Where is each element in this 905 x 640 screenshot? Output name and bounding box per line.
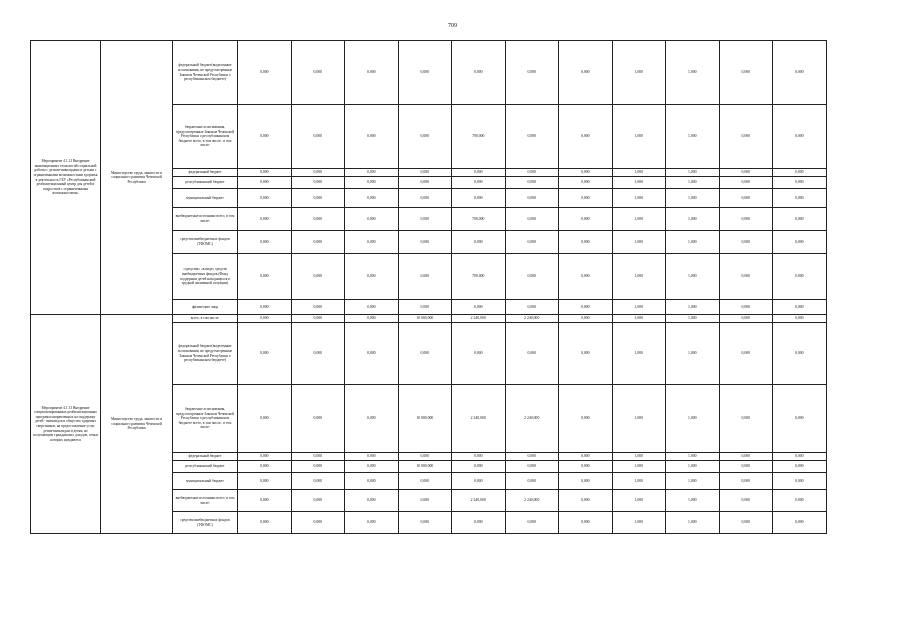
value-cell: 0,000 [238, 461, 292, 473]
value-cell: 2 240,000 [452, 490, 506, 512]
value-cell: 0,000 [719, 41, 773, 105]
value-cell: 1,000 [612, 315, 666, 323]
value-cell: 1,000 [666, 189, 720, 208]
value-cell: 0,000 [345, 461, 399, 473]
value-cell: 0,000 [773, 254, 827, 300]
value-cell: 0,000 [773, 189, 827, 208]
value-cell: 0,000 [291, 473, 345, 490]
value-cell: 10 000,000 [398, 385, 452, 453]
value-cell: 700,000 [452, 254, 506, 300]
value-cell: 0,000 [773, 105, 827, 169]
value-cell: 0,000 [505, 105, 559, 169]
value-cell: 1,000 [612, 461, 666, 473]
value-cell: 0,000 [345, 177, 399, 189]
value-cell: 1,000 [612, 105, 666, 169]
value-cell: 0,000 [773, 453, 827, 461]
value-cell: 1,000 [666, 385, 720, 453]
value-cell: 0,000 [291, 385, 345, 453]
value-cell: 10 000,000 [398, 461, 452, 473]
value-cell: 0,000 [505, 41, 559, 105]
value-cell: 2 240,000 [452, 315, 506, 323]
value-cell: 0,000 [505, 512, 559, 534]
value-cell: 1,000 [666, 105, 720, 169]
value-cell: 0,000 [452, 323, 506, 385]
value-cell: 1,000 [612, 189, 666, 208]
funding-source-cell: внебюджетные источники всего, в том числе: [173, 490, 238, 512]
value-cell: 0,000 [719, 177, 773, 189]
value-cell: 0,000 [291, 315, 345, 323]
value-cell: 0,000 [719, 254, 773, 300]
value-cell: 0,000 [452, 231, 506, 254]
value-cell: 0,000 [398, 512, 452, 534]
funding-source-cell: федеральный бюджет [173, 453, 238, 461]
value-cell: 1,000 [612, 177, 666, 189]
value-cell: 0,000 [559, 461, 613, 473]
funding-source-cell: муниципальный бюджет [173, 473, 238, 490]
value-cell: 0,000 [559, 300, 613, 315]
value-cell: 0,000 [291, 231, 345, 254]
value-cell: 0,000 [719, 300, 773, 315]
value-cell: 0,000 [719, 473, 773, 490]
value-cell: 0,000 [719, 453, 773, 461]
value-cell: 1,000 [612, 473, 666, 490]
value-cell: 2 240,000 [505, 315, 559, 323]
value-cell: 0,000 [773, 169, 827, 177]
value-cell: 0,000 [559, 323, 613, 385]
value-cell: 0,000 [773, 461, 827, 473]
funding-source-cell: физические лица [173, 300, 238, 315]
value-cell: 0,000 [559, 473, 613, 490]
value-cell: 2 240,000 [505, 490, 559, 512]
value-cell: 0,000 [398, 177, 452, 189]
value-cell: 1,000 [612, 41, 666, 105]
value-cell: 1,000 [666, 473, 720, 490]
value-cell: 0,000 [345, 169, 399, 177]
value-cell: 1,000 [666, 41, 720, 105]
value-cell: 0,000 [238, 177, 292, 189]
value-cell: 0,000 [345, 323, 399, 385]
value-cell: 0,000 [452, 453, 506, 461]
value-cell: 0,000 [559, 169, 613, 177]
value-cell: 1,000 [612, 300, 666, 315]
value-cell: 0,000 [505, 300, 559, 315]
value-cell: 1,000 [666, 315, 720, 323]
value-cell: 0,000 [345, 300, 399, 315]
value-cell: 1,000 [612, 208, 666, 231]
value-cell: 0,000 [719, 189, 773, 208]
funding-source-cell: всего, в том числе: [173, 315, 238, 323]
value-cell: 0,000 [505, 473, 559, 490]
value-cell: 0,000 [773, 473, 827, 490]
value-cell: 0,000 [452, 300, 506, 315]
value-cell: 0,000 [291, 41, 345, 105]
value-cell: 0,000 [238, 512, 292, 534]
value-cell: 0,000 [719, 461, 773, 473]
value-cell: 0,000 [452, 169, 506, 177]
value-cell: 0,000 [719, 385, 773, 453]
value-cell: 0,000 [291, 490, 345, 512]
funding-source-cell: федеральный бюджет(выделенные ассигнования, не предусмотренные Законом Чеченской Республики о республиканском бюджете) [173, 41, 238, 105]
value-cell: 2 240,000 [505, 385, 559, 453]
value-cell: 0,000 [398, 453, 452, 461]
value-cell: 0,000 [238, 254, 292, 300]
value-cell: 0,000 [559, 490, 613, 512]
funding-source-cell: республиканский бюджет [173, 461, 238, 473]
value-cell: 0,000 [291, 300, 345, 315]
value-cell: 0,000 [345, 315, 399, 323]
value-cell: 0,000 [238, 41, 292, 105]
value-cell: 0,000 [291, 177, 345, 189]
table-row [31, 41, 827, 105]
value-cell: 0,000 [773, 208, 827, 231]
value-cell: 0,000 [238, 453, 292, 461]
value-cell: 1,000 [612, 169, 666, 177]
activity-cell: Мероприятие 4.1.13 Внедрение специализированных реабилитационных программ направленных на поддержку детей - инвалидов в общество здоровых сверстников, на предоставление услуг детям-инвалидам и детям, не получающим гражданских доходов, семьи которых нуждаются [31, 315, 101, 534]
value-cell: 1,000 [666, 490, 720, 512]
value-cell: 0,000 [291, 323, 345, 385]
value-cell: 0,000 [452, 512, 506, 534]
value-cell: 1,000 [666, 177, 720, 189]
value-cell: 0,000 [773, 231, 827, 254]
value-cell: 0,000 [238, 208, 292, 231]
value-cell: 0,000 [291, 461, 345, 473]
value-cell: 1,000 [666, 208, 720, 231]
value-cell: 0,000 [345, 189, 399, 208]
value-cell: 0,000 [238, 385, 292, 453]
value-cell: 0,000 [291, 189, 345, 208]
value-cell: 0,000 [345, 512, 399, 534]
value-cell: 0,000 [345, 254, 399, 300]
value-cell: 0,000 [291, 254, 345, 300]
value-cell: 0,000 [719, 315, 773, 323]
value-cell: 0,000 [773, 315, 827, 323]
value-cell: 0,000 [398, 189, 452, 208]
value-cell: 0,000 [773, 300, 827, 315]
value-cell: 0,000 [238, 323, 292, 385]
value-cell: 0,000 [238, 315, 292, 323]
value-cell: 1,000 [666, 512, 720, 534]
value-cell: 0,000 [773, 512, 827, 534]
value-cell: 0,000 [773, 41, 827, 105]
value-cell: 1,000 [666, 231, 720, 254]
value-cell: 1,000 [666, 453, 720, 461]
value-cell: 0,000 [505, 208, 559, 231]
value-cell: 0,000 [291, 105, 345, 169]
value-cell: 0,000 [559, 512, 613, 534]
value-cell: 0,000 [505, 323, 559, 385]
value-cell: 0,000 [398, 473, 452, 490]
activity-cell: Мероприятие 4.1.12 Внедрение инновационных технологий социальной работы с детьми-инвалидами и детьми с ограниченными возможностями здоровья в деятельность ГБУ «Республиканский реабилитационный центр для детей и подростков с ограниченными возможностями» [31, 41, 101, 315]
value-cell: 0,000 [719, 105, 773, 169]
executor-cell: Министерство труда, занятости и социального развития Чеченской Республики [101, 41, 173, 315]
value-cell: 0,000 [291, 512, 345, 534]
value-cell: 2 240,000 [452, 385, 506, 453]
value-cell: 0,000 [238, 189, 292, 208]
value-cell: 0,000 [398, 300, 452, 315]
value-cell: 0,000 [719, 231, 773, 254]
value-cell: 0,000 [773, 385, 827, 453]
value-cell: 0,000 [719, 323, 773, 385]
value-cell: 0,000 [505, 177, 559, 189]
value-cell: 0,000 [398, 490, 452, 512]
value-cell: 0,000 [398, 41, 452, 105]
value-cell: 1,000 [666, 461, 720, 473]
value-cell: 1,000 [612, 254, 666, 300]
value-cell: 0,000 [238, 490, 292, 512]
value-cell: 0,000 [238, 300, 292, 315]
value-cell: 0,000 [559, 189, 613, 208]
value-cell: 0,000 [559, 208, 613, 231]
value-cell: 700,000 [452, 105, 506, 169]
funding-source-cell: средства внебюджетных фондов (ТФОМС) [173, 512, 238, 534]
value-cell: 0,000 [505, 453, 559, 461]
value-cell: 0,000 [291, 169, 345, 177]
value-cell: 1,000 [612, 453, 666, 461]
funding-source-cell: бюджетные ассигнования, предусмотренные Законом Чеченской Республики о республиканском бюджете всего, в том числе:, в том числе: [173, 105, 238, 169]
executor-cell: Министерство труда, занятости и социального развития Чеченской Республики [101, 315, 173, 534]
funding-source-cell: муниципальный бюджет [173, 189, 238, 208]
table-row [31, 315, 827, 323]
funding-source-cell: бюджетные ассигнования, предусмотренные Законом Чеченской Республики о республиканском бюджете всего, в том числе:, в том числе: [173, 385, 238, 453]
value-cell: 0,000 [238, 231, 292, 254]
value-cell: 0,000 [398, 208, 452, 231]
value-cell: 0,000 [505, 189, 559, 208]
budget-table [30, 40, 827, 534]
value-cell: 0,000 [345, 385, 399, 453]
value-cell: 0,000 [238, 105, 292, 169]
value-cell: 0,000 [559, 41, 613, 105]
value-cell: 1,000 [612, 490, 666, 512]
value-cell: 0,000 [452, 177, 506, 189]
value-cell: 0,000 [398, 105, 452, 169]
value-cell: 0,000 [559, 315, 613, 323]
value-cell: 0,000 [452, 473, 506, 490]
value-cell: 0,000 [345, 208, 399, 231]
value-cell: 1,000 [666, 169, 720, 177]
value-cell: 1,000 [666, 254, 720, 300]
funding-source-cell: республиканский бюджет [173, 177, 238, 189]
value-cell: 0,000 [719, 512, 773, 534]
value-cell: 0,000 [719, 169, 773, 177]
funding-source-cell: средства внебюджетных фондов (ТФОМС) [173, 231, 238, 254]
value-cell: 0,000 [559, 231, 613, 254]
value-cell: 0,000 [452, 461, 506, 473]
value-cell: 0,000 [719, 490, 773, 512]
value-cell: 0,000 [398, 169, 452, 177]
value-cell: 0,000 [773, 490, 827, 512]
value-cell: 0,000 [505, 461, 559, 473]
value-cell: 0,000 [345, 41, 399, 105]
value-cell: 0,000 [238, 169, 292, 177]
value-cell: 0,000 [398, 254, 452, 300]
page-number: 709 [448, 23, 457, 29]
value-cell: 0,000 [505, 169, 559, 177]
value-cell: 0,000 [559, 105, 613, 169]
value-cell: 0,000 [719, 208, 773, 231]
funding-source-cell: федеральный бюджет [173, 169, 238, 177]
value-cell: 1,000 [612, 385, 666, 453]
value-cell: 0,000 [559, 177, 613, 189]
value-cell: 0,000 [345, 473, 399, 490]
funding-source-cell: федеральный бюджет(выделенные ассигнования, не предусмотренные Законом Чеченской Республики о республиканском бюджете) [173, 323, 238, 385]
value-cell: 0,000 [398, 323, 452, 385]
value-cell: 0,000 [345, 453, 399, 461]
value-cell: 0,000 [505, 254, 559, 300]
funding-source-cell: «средства» «в виде» средств внебюджетных фондов (Фонд поддержки детей находящихся в трудной жизненной ситуации) [173, 254, 238, 300]
value-cell: 0,000 [345, 105, 399, 169]
value-cell: 1,000 [612, 512, 666, 534]
value-cell: 0,000 [773, 177, 827, 189]
funding-source-cell: внебюджетные источники всего, в том числе: [173, 208, 238, 231]
value-cell: 0,000 [345, 490, 399, 512]
value-cell: 0,000 [238, 473, 292, 490]
value-cell: 0,000 [345, 231, 399, 254]
value-cell: 1,000 [612, 231, 666, 254]
value-cell: 0,000 [452, 189, 506, 208]
value-cell: 0,000 [559, 254, 613, 300]
value-cell: 1,000 [666, 323, 720, 385]
value-cell: 0,000 [291, 208, 345, 231]
value-cell: 0,000 [398, 231, 452, 254]
value-cell: 1,000 [612, 323, 666, 385]
value-cell: 1,000 [666, 300, 720, 315]
value-cell: 0,000 [559, 453, 613, 461]
value-cell: 0,000 [773, 323, 827, 385]
value-cell: 0,000 [505, 231, 559, 254]
value-cell: 0,000 [559, 385, 613, 453]
value-cell: 0,000 [452, 41, 506, 105]
value-cell: 10 000,000 [398, 315, 452, 323]
value-cell: 700,000 [452, 208, 506, 231]
value-cell: 0,000 [291, 453, 345, 461]
